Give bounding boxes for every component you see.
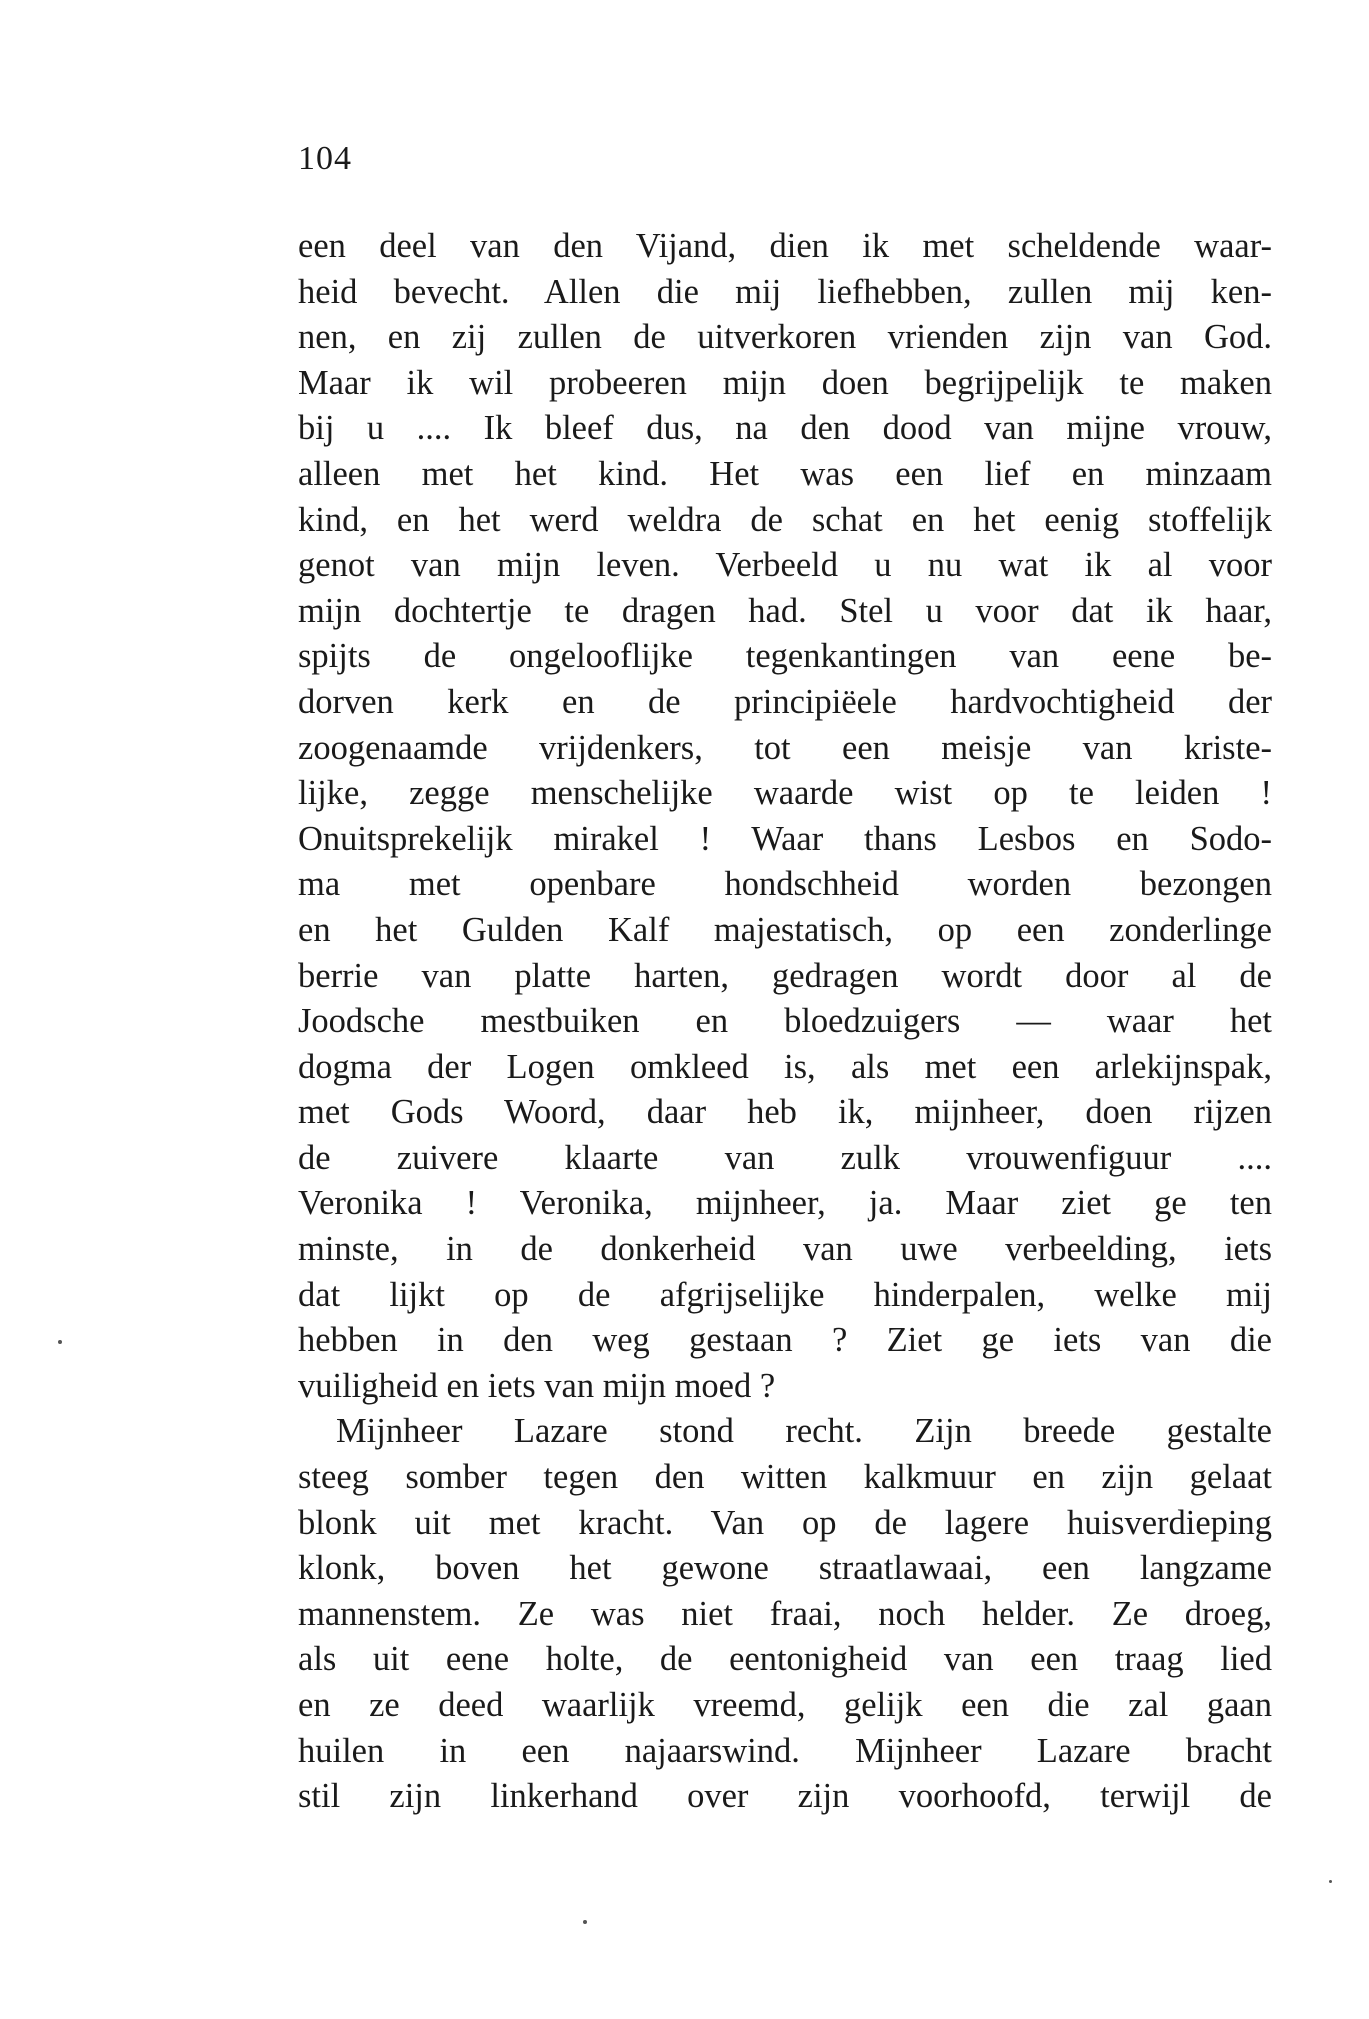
- text-line: huilen in een najaarswind. Mijnheer Lazare bracht: [298, 1731, 1272, 1770]
- text-line: en ze deed waarlijk vreemd, gelijk een die zal gaan: [298, 1686, 1272, 1724]
- text-line: heid bevecht. Allen die mij liefhebben, zullen mij ken-: [298, 272, 1272, 311]
- text-line: minste, in de donkerheid van uwe verbeelding, iets: [298, 1230, 1272, 1269]
- text-line: Veronika ! Veronika, mijnheer, ja. Maar ziet ge ten: [298, 1184, 1272, 1223]
- text-line: stil zijn linkerhand over zijn voorhoofd, terwijl de: [298, 1777, 1272, 1816]
- text-line: Onuitsprekelijk mirakel ! Waar thans Lesbos en Sodo-: [298, 819, 1272, 858]
- text-line: dorven kerk en de principiëele hardvochtigheid der: [298, 682, 1272, 721]
- text-line: klonk, boven het gewone straatlawaai, een langzame: [298, 1549, 1272, 1588]
- text-line: mannenstem. Ze was niet fraai, noch helder. Ze droeg,: [298, 1594, 1272, 1633]
- text-line: als uit eene holte, de eentonigheid van een traag lied: [298, 1640, 1272, 1679]
- text-line: de zuivere klaarte van zulk vrouwenfiguur ....: [298, 1138, 1272, 1177]
- page-number: 104: [298, 140, 352, 177]
- text-line: dogma der Logen omkleed is, als met een arlekijnspak,: [298, 1047, 1272, 1086]
- text-line: dat lijkt op de afgrijselijke hinderpalen, welke mij: [298, 1275, 1272, 1314]
- scan-speck: [58, 1340, 62, 1344]
- text-line: spijts de ongelooflijke tegenkantingen van eene be-: [298, 637, 1272, 676]
- text-line: met Gods Woord, daar heb ik, mijnheer, doen rijzen: [298, 1093, 1272, 1132]
- text-line: steeg somber tegen den witten kalkmuur en zijn gelaat: [298, 1458, 1272, 1497]
- text-line: hebben in den weg gestaan ? Ziet ge iets van die: [298, 1321, 1272, 1360]
- body-text: [298, 224, 1272, 1820]
- text-line: Mijnheer Lazare stond recht. Zijn breede gestalte: [336, 1412, 1272, 1451]
- text-line: Joodsche mestbuiken en bloedzuigers — waar het: [298, 1002, 1272, 1041]
- text-line: genot van mijn leven. Verbeeld u nu wat ik al voor: [298, 546, 1272, 585]
- text-line: kind, en het werd weldra de schat en het eenig stoffelijk: [298, 500, 1272, 539]
- text-line: Maar ik wil probeeren mijn doen begrijpelijk te maken: [298, 363, 1272, 402]
- scan-speck: [1329, 1880, 1332, 1883]
- text-line: een deel van den Vijand, dien ik met scheldende waar-: [298, 227, 1272, 265]
- text-line: zoogenaamde vrijdenkers, tot een meisje van kriste-: [298, 728, 1272, 767]
- text-line: ma met openbare hondschheid worden bezongen: [298, 865, 1272, 904]
- text-line: berrie van platte harten, gedragen wordt door al de: [298, 956, 1272, 995]
- text-line: alleen met het kind. Het was een lief en minzaam: [298, 454, 1272, 493]
- text-line: nen, en zij zullen de uitverkoren vrienden zijn van God.: [298, 318, 1272, 357]
- text-line: lijke, zegge menschelijke waarde wist op te leiden !: [298, 774, 1272, 813]
- text-line: vuiligheid en iets van mijn moed ?: [298, 1366, 776, 1405]
- scan-speck: [583, 1920, 587, 1924]
- text-line: bij u .... Ik bleef dus, na den dood van mijne vrouw,: [298, 409, 1272, 448]
- text-line: en het Gulden Kalf majestatisch, op een zonderlinge: [298, 910, 1272, 949]
- text-line: mijn dochtertje te dragen had. Stel u voor dat ik haar,: [298, 591, 1272, 630]
- text-line: blonk uit met kracht. Van op de lagere huisverdieping: [298, 1503, 1272, 1542]
